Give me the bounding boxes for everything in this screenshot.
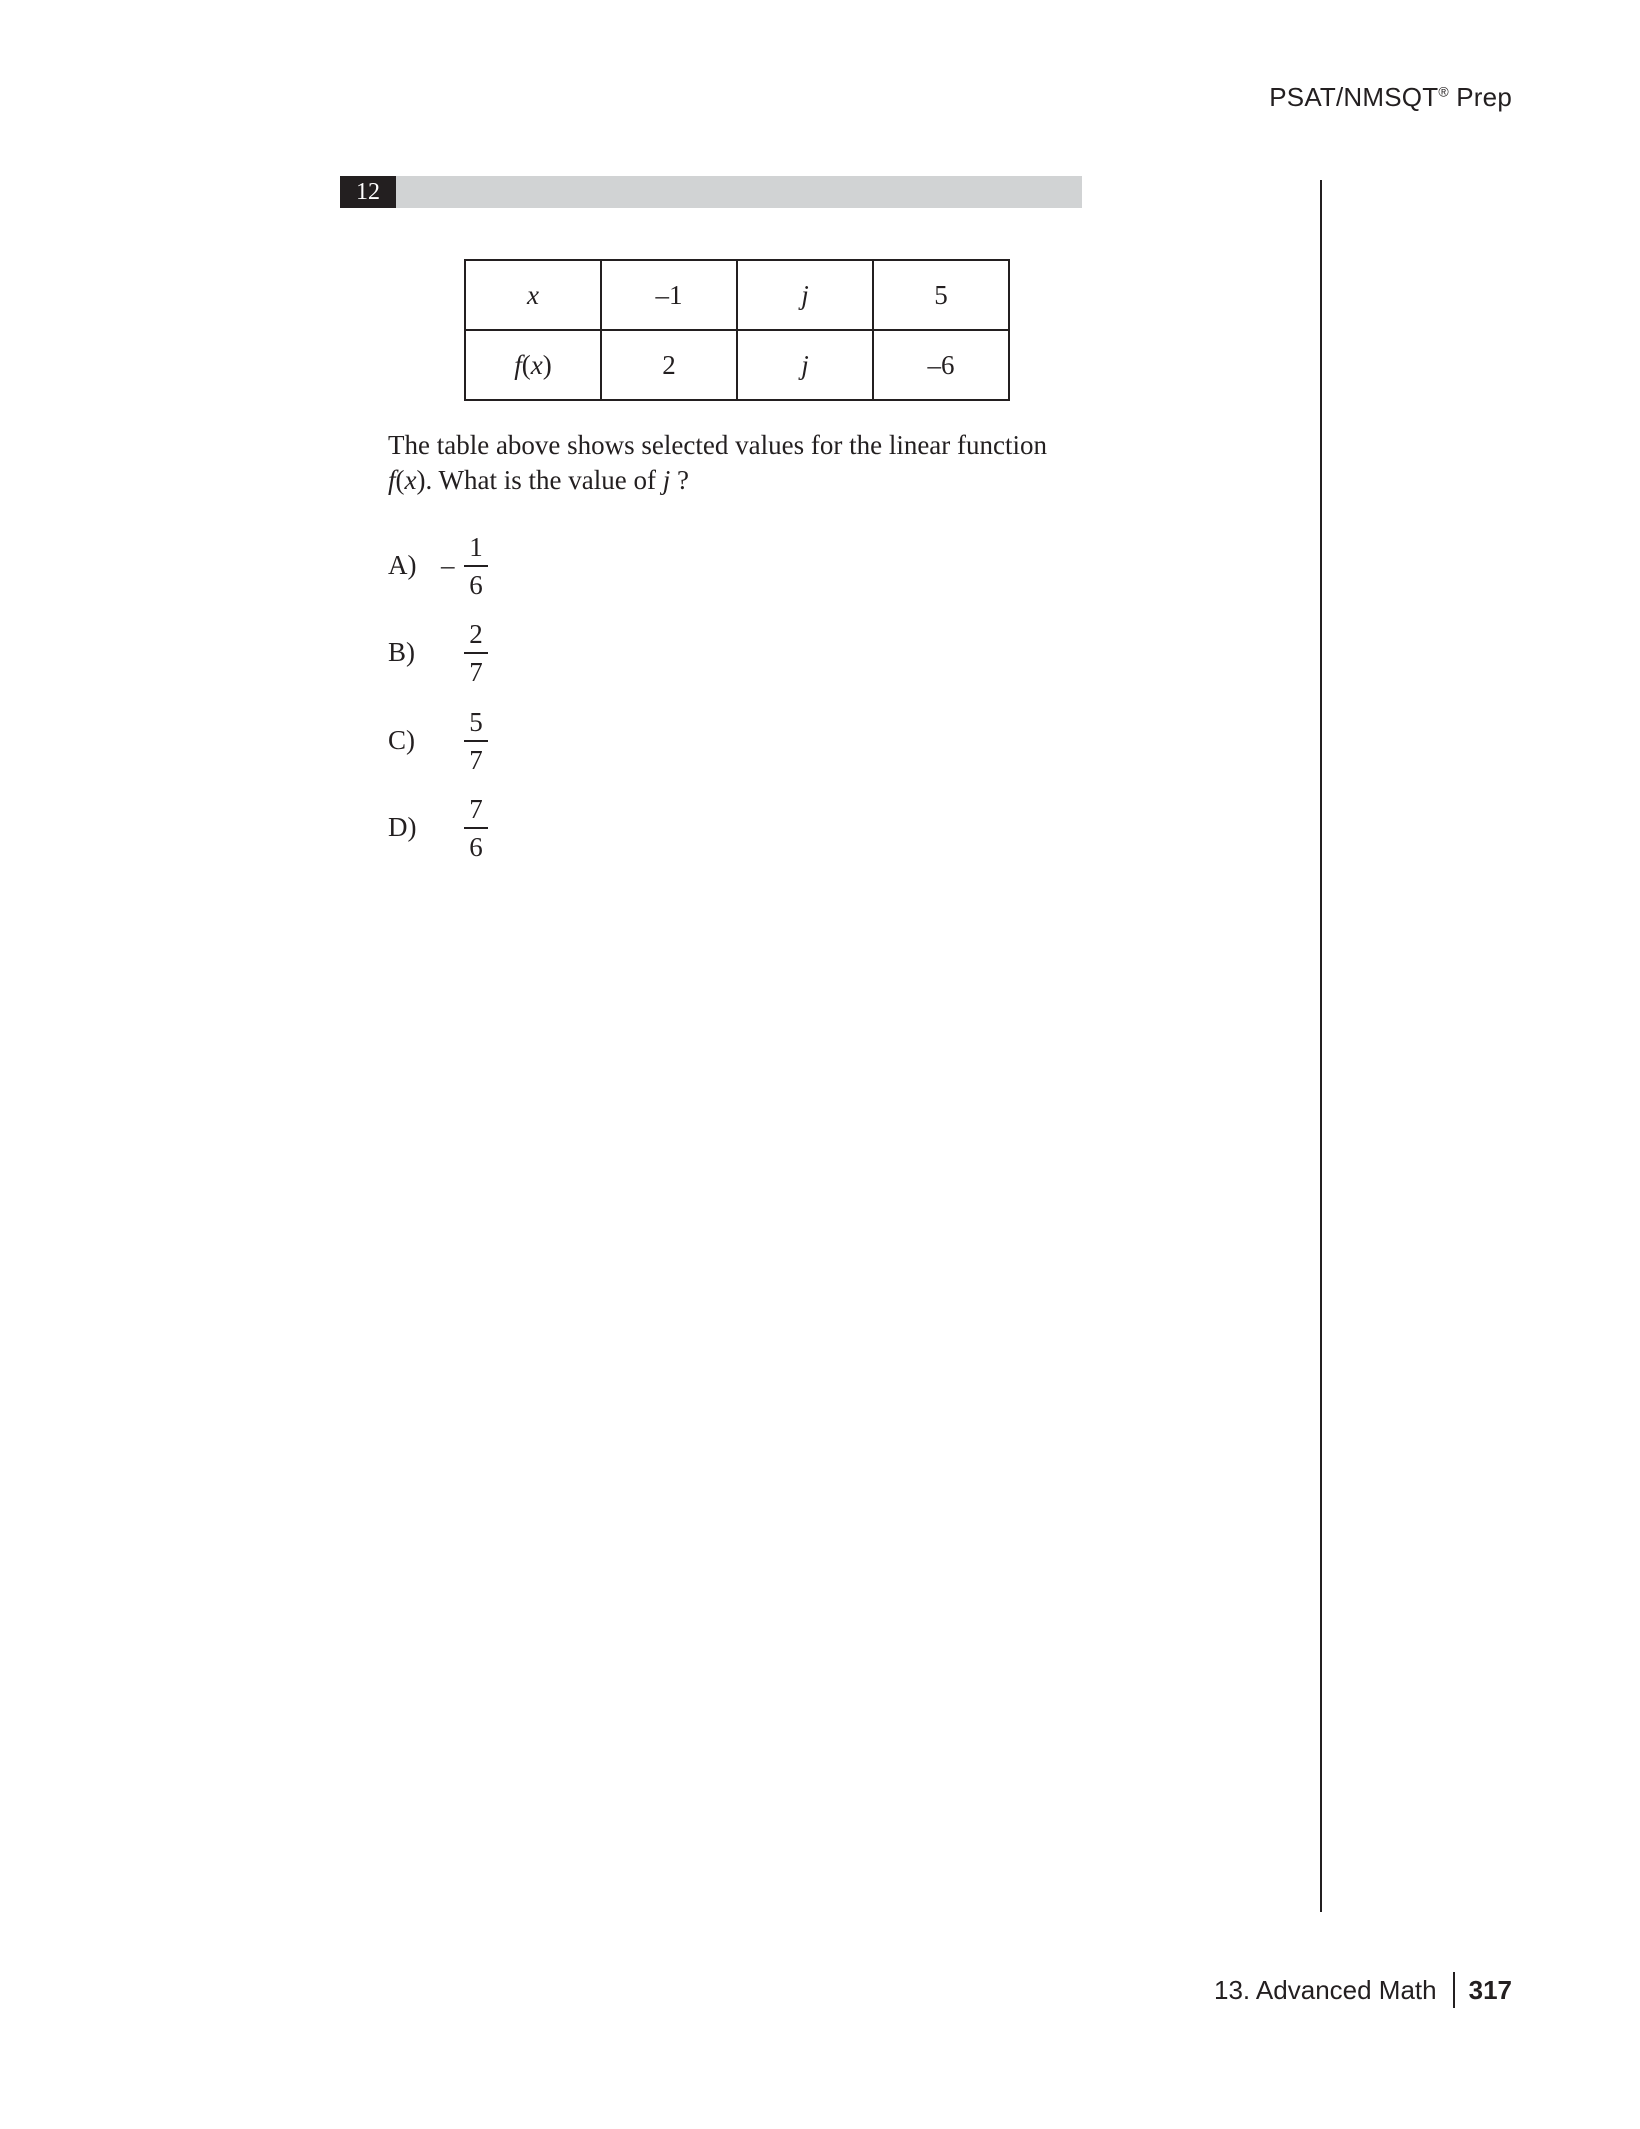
table-row-x bbox=[465, 260, 1009, 330]
paren-open: ( bbox=[521, 349, 531, 380]
fraction bbox=[464, 706, 488, 776]
function-f: f bbox=[514, 349, 522, 380]
page-footer bbox=[1214, 1972, 1512, 2008]
question-header-bar bbox=[340, 176, 1082, 208]
denominator: 6 bbox=[469, 832, 483, 862]
table-cell: –1 bbox=[601, 260, 737, 330]
numerator: 5 bbox=[464, 706, 488, 742]
denominator: 7 bbox=[469, 657, 483, 687]
table-cell-x-label: x bbox=[465, 260, 601, 330]
table-cell: j bbox=[737, 330, 873, 400]
denominator: 7 bbox=[469, 745, 483, 775]
choice-letter: D) bbox=[388, 812, 417, 842]
footer-divider bbox=[1453, 1972, 1455, 2008]
numerator: 7 bbox=[464, 793, 488, 829]
fraction bbox=[464, 618, 488, 688]
running-header bbox=[1269, 82, 1512, 113]
table-cell: –6 bbox=[873, 330, 1009, 400]
fraction bbox=[464, 531, 488, 601]
choice-letter: A) bbox=[388, 550, 417, 580]
table-cell: 5 bbox=[873, 260, 1009, 330]
header-title-text: PSAT/NMSQT bbox=[1269, 82, 1439, 112]
negative-sign: – bbox=[441, 550, 455, 580]
table-row-fx bbox=[465, 330, 1009, 400]
question-number: 12 bbox=[340, 176, 396, 208]
table-cell-fx-label bbox=[465, 330, 601, 400]
choice-letter: B) bbox=[388, 637, 415, 667]
header-title-suffix: Prep bbox=[1448, 82, 1512, 112]
page-number: 317 bbox=[1468, 1974, 1512, 2005]
denominator: 6 bbox=[469, 570, 483, 600]
chapter-title: 13. Advanced Math bbox=[1214, 1974, 1437, 2005]
fraction bbox=[464, 793, 488, 863]
table-cell: 2 bbox=[601, 330, 737, 400]
choice-letter: C) bbox=[388, 725, 415, 755]
stem-end: ? bbox=[670, 465, 689, 495]
stem-paren-open: ( bbox=[395, 465, 405, 495]
variable-x: x bbox=[530, 349, 543, 380]
stem-variable-j: j bbox=[662, 465, 671, 495]
stem-paren-close: ). bbox=[416, 465, 433, 495]
registered-mark: ® bbox=[1438, 83, 1449, 100]
question-stem bbox=[388, 428, 1088, 498]
paren-close: ) bbox=[542, 349, 552, 380]
table-cell: j bbox=[737, 260, 873, 330]
stem-function-f: f bbox=[388, 465, 396, 495]
stem-text-2: What is the value of bbox=[432, 465, 663, 495]
column-divider bbox=[1320, 180, 1322, 1912]
stem-variable-x: x bbox=[404, 465, 417, 495]
numerator: 2 bbox=[464, 618, 488, 654]
values-table bbox=[464, 259, 1010, 401]
numerator: 1 bbox=[464, 531, 488, 567]
stem-text: The table above shows selected values for the linear function bbox=[388, 430, 1048, 460]
